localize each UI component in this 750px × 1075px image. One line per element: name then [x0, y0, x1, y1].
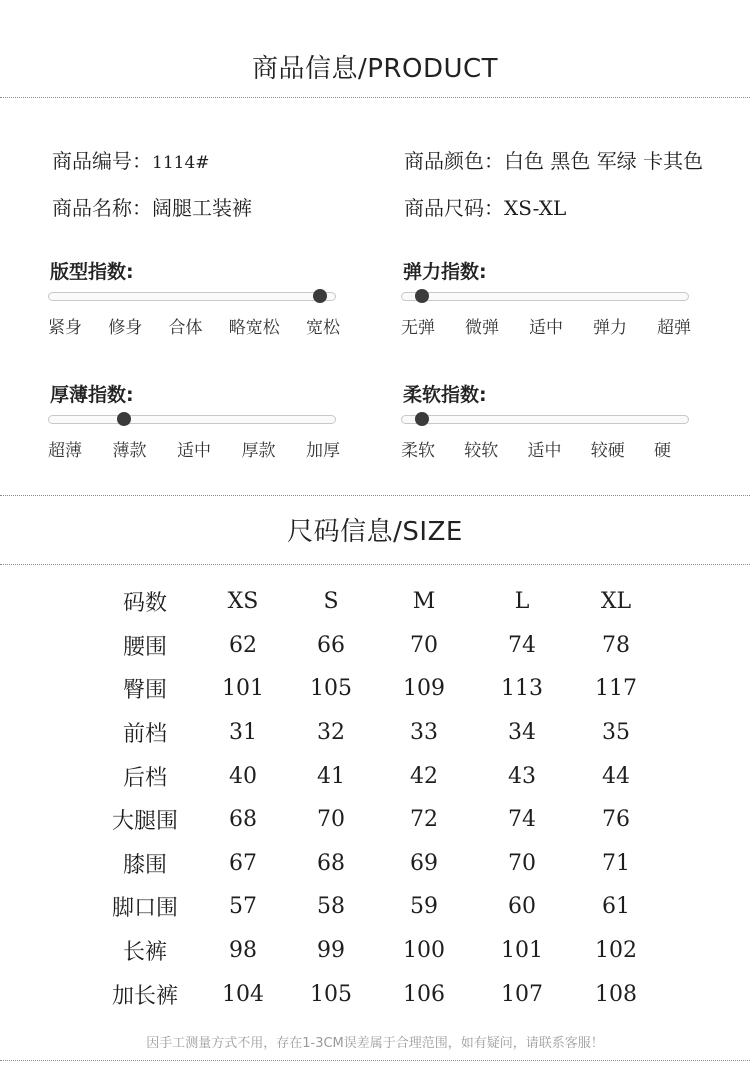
softness-level: 硬: [654, 441, 671, 461]
elasticity-level: 无弹: [401, 318, 435, 338]
table-cell: 100: [403, 938, 445, 964]
thickness-level: 厚款: [241, 441, 276, 461]
table-cell: 35: [602, 720, 630, 746]
thickness-index-knob: [117, 412, 131, 426]
table-cell: 99: [317, 938, 345, 964]
table-cell: 70: [410, 632, 438, 658]
table-cell: 58: [317, 894, 345, 920]
header-cell: 码数: [122, 591, 167, 617]
header-cell: L: [514, 589, 530, 615]
product-code: [52, 145, 210, 174]
thickness-level: 加厚: [306, 441, 340, 461]
fit-level: 略宽松: [228, 318, 280, 338]
table-cell: 76: [602, 807, 630, 833]
table-cell: 61: [602, 894, 630, 920]
table-row: [92, 972, 662, 1016]
table-row: [92, 929, 662, 973]
table-cell: 74: [508, 807, 536, 833]
table-cell: 70: [508, 850, 536, 876]
softness-index-title: 柔软指数:: [403, 384, 487, 406]
fit-index-knob: [313, 289, 327, 303]
table-cell: 68: [229, 807, 257, 833]
table-cell: 膝围: [122, 852, 167, 878]
elasticity-index-knob: [415, 289, 429, 303]
table-cell: 113: [501, 676, 543, 702]
softness-index-levels: [401, 436, 671, 461]
table-cell: 34: [508, 720, 536, 746]
table-cell: 98: [229, 938, 257, 964]
table-cell: 72: [410, 807, 438, 833]
product-code-label: 商品编号：: [52, 149, 152, 173]
table-cell: 57: [229, 894, 257, 920]
table-cell: 105: [310, 676, 352, 702]
table-row: [92, 711, 662, 755]
header-cell: S: [323, 589, 339, 615]
size-section-title: 尺码信息/SIZE: [287, 517, 463, 547]
table-row: [92, 885, 662, 929]
table-cell: 101: [501, 938, 543, 964]
thickness-level: 适中: [177, 441, 211, 461]
thickness-level: 超薄: [48, 441, 82, 461]
thickness-index-levels: [48, 436, 340, 461]
elasticity-index-title: 弹力指数:: [403, 261, 487, 283]
softness-level: 适中: [527, 441, 562, 461]
fit-index-slider: [48, 292, 336, 301]
table-cell: 101: [222, 676, 264, 702]
table-cell: 74: [508, 632, 536, 658]
measurement-note: 因手工测量方式不用，存在1-3CM误差属于合理范围，如有疑问，请联系客服！: [146, 1036, 604, 1051]
table-cell: 104: [222, 981, 264, 1007]
table-row: [92, 754, 662, 798]
product-size: [404, 192, 566, 221]
table-row: [92, 667, 662, 711]
table-cell: 60: [508, 894, 536, 920]
thickness-level: 薄款: [112, 441, 147, 461]
product-code-value: 1114#: [152, 153, 210, 173]
table-cell: 大腿围: [111, 809, 178, 835]
fit-index-title: 版型指数:: [50, 261, 134, 283]
table-cell: 117: [595, 676, 637, 702]
table-cell: 102: [595, 938, 637, 964]
table-cell: 62: [229, 632, 257, 658]
table-cell: 40: [229, 763, 257, 789]
header-cell: XS: [227, 589, 259, 615]
table-cell: 后档: [122, 765, 167, 791]
fit-level: 修身: [108, 318, 143, 338]
elasticity-index-levels: [401, 313, 691, 338]
product-size-value: XS-XL: [504, 196, 567, 220]
table-cell: 33: [410, 720, 438, 746]
elasticity-index-slider: [401, 292, 689, 301]
table-cell: 前档: [122, 722, 167, 748]
divider-middle: [0, 495, 750, 496]
product-color-value: 白色 黑色 军绿 卡其色: [504, 149, 704, 173]
table-cell: 59: [410, 894, 438, 920]
table-cell: 78: [602, 632, 630, 658]
softness-level: 较软: [464, 441, 499, 461]
fit-level: 宽松: [306, 318, 340, 338]
table-row: [92, 624, 662, 668]
softness-level: 较硬: [590, 441, 625, 461]
table-cell: 105: [310, 981, 352, 1007]
table-cell: 70: [317, 807, 345, 833]
divider-bottom: [0, 1060, 750, 1061]
table-cell: 108: [595, 981, 637, 1007]
table-cell: 加长裤: [111, 983, 178, 1009]
table-cell: 32: [317, 720, 345, 746]
table-cell: 107: [501, 981, 543, 1007]
table-cell: 臀围: [122, 678, 167, 704]
product-name: [52, 192, 252, 221]
elasticity-level: 微弹: [465, 318, 499, 338]
table-cell: 43: [508, 763, 536, 789]
table-cell: 66: [317, 632, 345, 658]
thickness-index-slider: [48, 415, 336, 424]
table-cell: 106: [403, 981, 445, 1007]
divider-top: [0, 97, 750, 98]
table-cell: 31: [229, 720, 257, 746]
product-section-title: 商品信息/PRODUCT: [251, 54, 499, 84]
size-table-header: [92, 580, 662, 624]
elasticity-level: 弹力: [593, 318, 627, 338]
fit-level: 合体: [168, 318, 203, 338]
elasticity-level: 超弹: [657, 318, 691, 338]
table-cell: 42: [410, 763, 438, 789]
product-color: [404, 145, 703, 174]
fit-index-levels: [48, 313, 340, 338]
elasticity-level: 适中: [529, 318, 563, 338]
table-cell: 69: [410, 850, 438, 876]
thickness-index-title: 厚薄指数:: [50, 384, 134, 406]
header-cell: XL: [600, 589, 632, 615]
table-cell: 109: [403, 676, 445, 702]
table-cell: 71: [602, 850, 630, 876]
table-row: [92, 842, 662, 886]
product-size-label: 商品尺码：: [404, 196, 504, 220]
softness-index-slider: [401, 415, 689, 424]
product-name-label: 商品名称：: [52, 196, 152, 220]
header-cell: M: [412, 589, 436, 615]
softness-level: 柔软: [401, 441, 435, 461]
softness-index-knob: [415, 412, 429, 426]
table-cell: 68: [317, 850, 345, 876]
table-cell: 67: [229, 850, 257, 876]
product-color-label: 商品颜色：: [404, 149, 504, 173]
table-cell: 41: [317, 763, 345, 789]
product-name-value: 阔腿工装裤: [152, 196, 252, 220]
table-row: [92, 798, 662, 842]
table-cell: 44: [602, 763, 630, 789]
fit-level: 紧身: [48, 318, 82, 338]
table-cell: 长裤: [122, 940, 167, 966]
table-cell: 脚口围: [111, 896, 178, 922]
table-cell: 腰围: [122, 634, 167, 660]
divider-size: [0, 564, 750, 565]
size-table: [92, 580, 662, 1016]
